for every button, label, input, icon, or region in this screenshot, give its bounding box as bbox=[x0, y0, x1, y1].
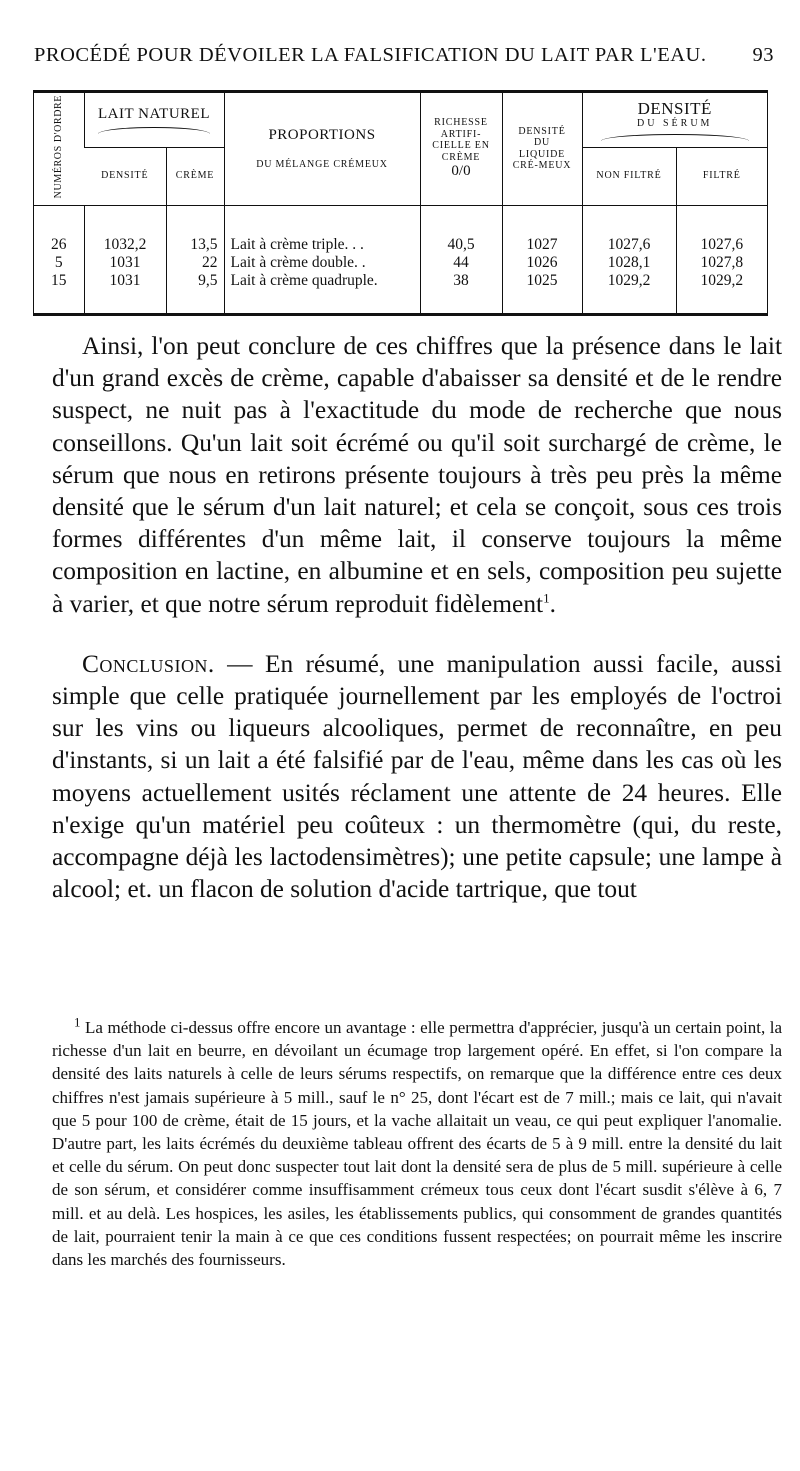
cell-creme: 9,5 bbox=[166, 272, 224, 290]
cell-filtre: 1029,2 bbox=[676, 272, 767, 290]
conclusion-lead: Conclusion. bbox=[82, 649, 215, 678]
cell-densite-liquide: 1027 bbox=[502, 205, 582, 254]
footnote bbox=[52, 1016, 782, 1271]
paragraph-conclusion: Conclusion. — En résumé, une manipulation aussi facile, aussi simple que celle pratiquée journellement par les employés de l'octroi sur les vins ou liqueurs alcooliques, permet de reconnaître, en peu d'instants, si un lait a été falsifié par de l'eau, même dans les cas où les moyens actuellement usités réclament une attente de 24 heures. Elle n'exige qu'un matériel peu coûteux : un thermomètre (qui, du reste, accompagne déjà les lactodensimètres); une petite capsule; une lampe à alcool; et. un flacon de solution d'acide tartrique, que tout bbox=[52, 649, 782, 904]
density-table bbox=[33, 90, 768, 316]
header-creme: CRÈME bbox=[166, 147, 224, 205]
footnote-text: $^1$ La méthode ci-dessus offre encore un avantage : elle permettra d'apprécier, jusqu'à un certain point, la richesse d'un lait en beurre, en dévoilant un écumage trop largement opéré. En effet, si l'on compare la densité des laits naturels à celle de leurs sérums respectifs, on remarque que la différence entre ces deux chiffres n'est jamais supérieure à 5 mill., sauf le n° 25, dont l'écart est de 7 mill.; mais ce lait, qui n'avait que 5 pour 100 de crème, était de 15 jours, et la vache allaitait un veau, ce qui peut expliquer l'anomalie. D'autre part, les laits écrémés du deuxième tableau offrent des écarts de 5 à 9 mill. entre la densité du lait et celle du sérum. On peut donc suspecter tout lait dont la densité sera de plus de 5 mill. supérieure à celle de son sérum, et considérer comme insuffisamment crémeux tous ceux dont l'écart susdit s'élève à 6, 7 mill. et au delà. Les hospices, les asiles, les établissements publics, qui consomment de grandes quantités de lait, pourraient tenir la main à ce que ces conditions fussent respectées; on pourrait même les inscrire dans les marchés des fournisseurs. bbox=[52, 1014, 782, 1270]
cell-creme: 22 bbox=[166, 254, 224, 272]
cell-non-filtre: 1027,6 bbox=[582, 205, 676, 254]
header-proportions: PROPORTIONS DU MÉLANGE CRÉMEUX bbox=[224, 93, 420, 205]
brace-decoration bbox=[601, 134, 749, 141]
table-row bbox=[34, 272, 767, 290]
running-head bbox=[34, 44, 774, 74]
footnote-marker: 1 bbox=[543, 590, 550, 606]
header-lait-naturel: LAIT NATUREL bbox=[84, 93, 224, 147]
cell-densite-liquide: 1026 bbox=[502, 254, 582, 272]
table-row bbox=[34, 254, 767, 272]
cell-densite: 1032,2 bbox=[84, 205, 166, 254]
footnote-number: 1 bbox=[74, 1014, 81, 1030]
cell-densite-liquide: 1025 bbox=[502, 272, 582, 290]
cell-creme: 13,5 bbox=[166, 205, 224, 254]
cell-richesse: 38 bbox=[420, 272, 502, 290]
density-table-grid bbox=[34, 93, 767, 313]
cell-non-filtre: 1029,2 bbox=[582, 272, 676, 290]
cell-densite: 1031 bbox=[84, 272, 166, 290]
cell-proportion: Lait à crème triple. . . bbox=[224, 205, 420, 254]
cell-richesse: 40,5 bbox=[420, 205, 502, 254]
cell-non-filtre: 1028,1 bbox=[582, 254, 676, 272]
table-row bbox=[34, 205, 767, 254]
cell-filtre: 1027,8 bbox=[676, 254, 767, 272]
header-densite: DENSITÉ bbox=[84, 147, 166, 205]
cell-filtre: 1027,6 bbox=[676, 205, 767, 254]
header-filtre: FILTRÉ bbox=[676, 147, 767, 205]
header-non-filtre: NON FILTRÉ bbox=[582, 147, 676, 205]
paragraph-conclusion-figures: Ainsi, l'on peut conclure de ces chiffres que la présence dans le lait d'un grand excès de crème, capable d'abaisser sa densité et de le rendre suspect, ne nuit pas à l'exactitude du mode de recherche que nous conseillons. Qu'un lait soit écrémé ou qu'il soit surchargé de crème, le sérum que nous en retirons présente toujours à très peu près la même densité que le sérum d'un lait naturel; et cela se conçoit, sous ces trois formes différentes d'un même lait, il conserve toujours la même composition en lactine, en albumine et en sels, composition peu sujette à varier, et que notre sérum reproduit fidèlement$^1$. bbox=[52, 332, 782, 618]
cell-proportion: Lait à crème quadruple. bbox=[224, 272, 420, 290]
header-richesse: RICHESSE ARTIFI-CIELLE EN CRÈME 0/0 bbox=[420, 93, 502, 205]
cell-num: 5 bbox=[54, 253, 63, 271]
cell-num: 15 bbox=[51, 271, 67, 289]
page-number: 93 bbox=[752, 44, 774, 66]
cell-num: 26 bbox=[51, 235, 67, 253]
table-filler bbox=[34, 290, 767, 314]
running-title: PROCÉDÉ POUR DÉVOILER LA FALSIFICATION DU LAIT PAR L'EAU. bbox=[34, 44, 707, 66]
cell-densite: 1031 bbox=[84, 254, 166, 272]
cell-proportion: Lait à crème double. . bbox=[224, 254, 420, 272]
cell-richesse: 44 bbox=[420, 254, 502, 272]
header-densite-serum: DENSITÉ DU SÉRUM bbox=[582, 93, 767, 147]
header-densite-liquide: DENSITÉ DU LIQUIDE CRÉ-MEUX bbox=[502, 93, 582, 205]
brace-decoration bbox=[98, 127, 209, 134]
header-numeros: NUMÉROS D'ORDRE bbox=[34, 93, 84, 205]
body-text bbox=[52, 330, 782, 905]
